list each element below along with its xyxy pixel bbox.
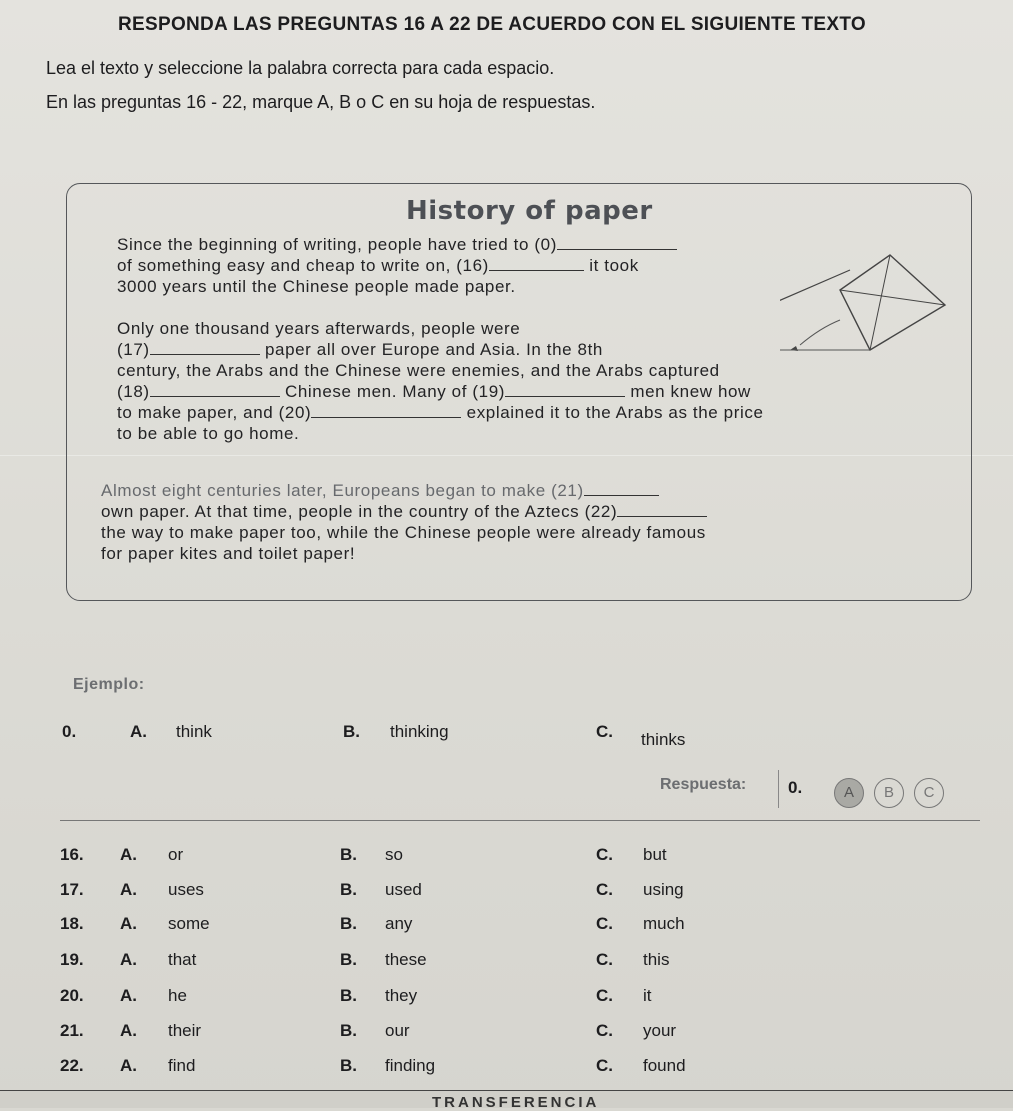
blank-17	[150, 340, 260, 355]
option-a[interactable]: uses	[168, 880, 204, 899]
option-b[interactable]: so	[385, 845, 403, 864]
example-option-b: thinking	[390, 722, 449, 741]
option-letter-c: C.	[596, 1021, 613, 1040]
option-b[interactable]: any	[385, 914, 413, 933]
instructions-line-1: Lea el texto y seleccione la palabra correcta para cada espacio.	[46, 58, 555, 78]
option-letter-a: A.	[120, 880, 137, 899]
answer-number: 0.	[788, 778, 803, 797]
paragraph-3-line-4: for paper kites and toilet paper!	[101, 544, 356, 563]
paragraph-1-line-3: 3000 years until the Chinese people made paper.	[117, 277, 516, 296]
paragraph-2-line-1: Only one thousand years afterwards, people were	[117, 319, 521, 338]
example-option-a: think	[176, 722, 212, 741]
paragraph-2-line-2-start: (17)	[117, 340, 150, 359]
option-letter-c: C.	[596, 914, 613, 933]
reading-title: History of paper	[406, 196, 653, 226]
option-b[interactable]: they	[385, 986, 418, 1005]
option-b[interactable]: our	[385, 1021, 410, 1040]
blank-19	[505, 382, 625, 397]
option-letter-c: C.	[596, 950, 613, 969]
paragraph-3-line-3: the way to make paper too, while the Chinese people were already famous	[101, 523, 706, 542]
answer-bubble-a[interactable]: A	[834, 778, 864, 808]
paragraph-3-line-2: own paper. At that time, people in the country of the Aztecs (22)	[101, 502, 618, 521]
paragraph-2-line-4: Chinese men. Many of (19)	[284, 382, 506, 401]
answer-bubble-b[interactable]: B	[874, 778, 904, 808]
option-a[interactable]: that	[168, 950, 197, 969]
blank-22	[617, 502, 707, 517]
option-b[interactable]: these	[385, 950, 427, 969]
question-row-19	[0, 950, 1013, 976]
option-letter-b: B.	[340, 1056, 357, 1075]
paragraph-1-line-2-end: it took	[589, 256, 639, 275]
option-letter-c: C.	[596, 1056, 613, 1075]
answer-label: Respuesta:	[660, 776, 747, 793]
option-letter-a: A.	[120, 986, 137, 1005]
option-letter-a: A.	[120, 1021, 137, 1040]
option-c[interactable]: using	[643, 880, 684, 899]
option-a[interactable]: their	[168, 1021, 202, 1040]
answer-bubble-c[interactable]: C	[914, 778, 944, 808]
blank-16	[489, 256, 584, 271]
option-b[interactable]: finding	[385, 1056, 436, 1075]
paragraph-2	[117, 318, 952, 444]
option-letter-a: A.	[130, 722, 147, 741]
option-c[interactable]: much	[643, 914, 685, 933]
paragraph-2-line-5: to make paper, and (20)	[117, 403, 312, 422]
example-number: 0.	[62, 722, 77, 741]
option-c[interactable]: found	[643, 1056, 686, 1075]
example-option-c: thinks	[641, 730, 686, 749]
paragraph-3-line-1: Almost eight centuries later, Europeans began to make (21)	[101, 481, 584, 500]
option-c[interactable]: it	[643, 986, 652, 1005]
paragraph-2-line-6: to be able to go home.	[117, 424, 300, 443]
option-a[interactable]: find	[168, 1056, 196, 1075]
question-row-20	[0, 986, 1013, 1012]
option-letter-b: B.	[340, 914, 357, 933]
question-row-22	[0, 1056, 1013, 1082]
question-number: 21.	[60, 1021, 84, 1040]
option-letter-b: B.	[340, 1021, 357, 1040]
question-row-16	[0, 845, 1013, 871]
option-b[interactable]: used	[385, 880, 422, 899]
question-row-17	[0, 880, 1013, 906]
paragraph-2-line-5-end: explained it to the Arabs as the price	[466, 403, 764, 422]
option-a[interactable]: or	[168, 845, 184, 864]
question-number: 18.	[60, 914, 84, 933]
blank-0	[557, 235, 677, 250]
divider	[60, 820, 980, 821]
option-a[interactable]: some	[168, 914, 210, 933]
question-number: 16.	[60, 845, 84, 864]
instructions-line-2: En las preguntas 16 - 22, marque A, B o C en su hoja de respuestas.	[46, 92, 596, 112]
blank-21	[584, 481, 659, 496]
option-letter-b: B.	[340, 845, 357, 864]
instructions-title: RESPONDA LAS PREGUNTAS 16 A 22 DE ACUERDO CON EL SIGUIENTE TEXTO	[118, 14, 866, 35]
footer-text: TRANSFERENCIA	[432, 1094, 600, 1111]
option-c[interactable]: your	[643, 1021, 677, 1040]
option-letter-c: C.	[596, 845, 613, 864]
paragraph-3	[101, 480, 951, 564]
question-row-18	[0, 914, 1013, 940]
option-letter-c: C.	[596, 986, 613, 1005]
option-letter-b: B.	[340, 986, 357, 1005]
paragraph-2-line-3: century, the Arabs and the Chinese were enemies, and the Arabs captured	[117, 361, 720, 380]
option-letter-b: B.	[343, 722, 360, 741]
option-c[interactable]: this	[643, 950, 670, 969]
paragraph-1	[117, 234, 817, 297]
paragraph-1-line-2: of something easy and cheap to write on, (16)	[117, 256, 489, 275]
paragraph-1-line-1: Since the beginning of writing, people have tried to (0)	[117, 235, 557, 254]
question-row-21	[0, 1021, 1013, 1047]
paragraph-2-line-4-end: men knew how	[630, 382, 751, 401]
option-letter-b: B.	[340, 880, 357, 899]
option-letter-a: A.	[120, 1056, 137, 1075]
option-letter-b: B.	[340, 950, 357, 969]
option-letter-a: A.	[120, 845, 137, 864]
paragraph-2-line-2: paper all over Europe and Asia. In the 8th	[264, 340, 603, 359]
option-a[interactable]: he	[168, 986, 187, 1005]
question-number: 17.	[60, 880, 84, 899]
option-letter-c: C.	[596, 722, 613, 741]
blank-18	[150, 382, 280, 397]
example-label: Ejemplo:	[73, 676, 145, 693]
option-letter-a: A.	[120, 914, 137, 933]
paragraph-2-line-4-start: (18)	[117, 382, 150, 401]
option-c[interactable]: but	[643, 845, 667, 864]
question-number: 20.	[60, 986, 84, 1005]
question-number: 19.	[60, 950, 84, 969]
example-row	[0, 722, 1013, 748]
blank-20	[311, 403, 461, 418]
question-number: 22.	[60, 1056, 84, 1075]
option-letter-a: A.	[120, 950, 137, 969]
option-letter-c: C.	[596, 880, 613, 899]
